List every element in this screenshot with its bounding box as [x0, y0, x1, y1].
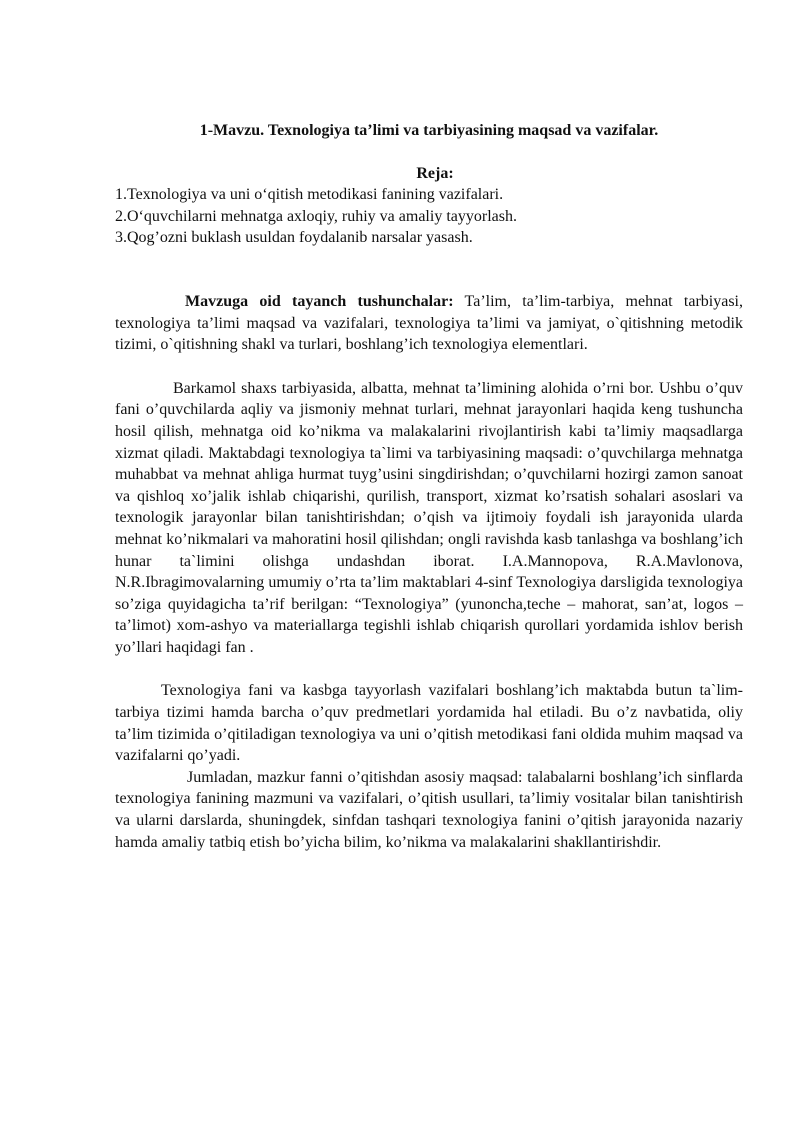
plan-item: 3.Qog’ozni buklash usuldan foydalanib narsalar yasash. [115, 229, 473, 247]
plan-item: 2.O‘quvchilarni mehnatga axloqiy, ruhiy va amaliy tayyorlash. [115, 207, 517, 225]
document-title: 1-Mavzu. Texnologiya ta’limi va tarbiyasining maqsad va vazifalar. [199, 122, 659, 139]
keywords-paragraph [115, 291, 743, 356]
body-paragraph: Barkamol shaxs tarbiyasida, albatta, mehnat ta’limining alohida o’rni bor. Ushbu o’quv fani o’quvchilarda aqliy va jismoniy mehnat turlari, mehnat jarayonlari haqida keng tushuncha hosil qilish, mehnatga oid ko’nikma va malakalarini rivojlantirish kabi ta’limiy maqsadlarga xizmat qiladi. Maktabdagi texnologiya ta`limi va tarbiyasining maqsadi: o’quvchilarga mehnatga muhabbat va mehnat ahliga hurmat tuyg’usini singdirishdan; o’quvchilarni hozirgi zamon sanoat va qishloq xo’jalik ishlab chiqarishi, qurilish, transport, xizmat ko’rsatish sohalari asoslari va texnologik jarayonlar bilan tanishtirishdan; o’qish va ijtimoiy foydali ish jarayonida ularda mehnat ko’nikmalari va mahoratini hosil qilishdan; ongli ravishda kasb tanlashga va boshlang’ich hunar ta`limini olishga undashdan iborat. I.A.Mannopova, R.A.Mavlonova, N.R.Ibragimovalarning umumiy o’rta ta’lim maktablari 4-sinf Texnologiya darsligida texnologiya so’ziga quyidagicha ta’rif berilgan: “Texnologiya” (yunoncha,teche – mahorat, san’at, logos –ta’limot) xom-ashyo va materiallarga tegishli ishlab chiqarish qurollari yordamida ishlov berish yo’llari haqidagi fan . [115, 379, 743, 656]
plan-item: 1.Texnologiya va uni o‘qitish metodikasi fanining vazifalari. [115, 186, 504, 204]
body-paragraph: Jumladan, mazkur fanni o’qitishdan asosiy maqsad: talabalarni boshlang’ich sinflarda texnologiya fanining mazmuni va vazifalari, o’qitish usullari, ta’limiy vositalar bilan tanishtirish va ularni darslarda, shuningdek, sinfdan tashqari texnologiya fanini o’qitish jarayonida nazariy hamda amaliy tatbiq etish bo’yicha bilim, ko’nikma va malakalarini shakllantirishdir. [115, 768, 743, 851]
plan-heading: Reja: [416, 164, 454, 182]
document-page [115, 116, 743, 853]
body-paragraph: Texnologiya fani va kasbga tayyorlash vazifalari boshlang’ich maktabda butun ta`lim-tarbiya tizimi hamda barcha o’quv predmetlari yordamida hal etiladi. Bu o’z navbatida, oliy ta’lim tizimida o’qitiladigan texnologiya va uni o’qitish metodikasi fani oldida muhim maqsad va vazifalarni qo’yadi. [115, 682, 743, 765]
keywords-text: Ta’lim, ta’lim-tarbiya, mehnat tarbiyasi, texnologiya ta’limi maqsad va vazifalari, texnologiya ta’limi va jamiyat, o`qitishning metodik tizimi, o`qitishning shakl va turlari, boshlang’ich texnologiya elementlari. [115, 292, 743, 354]
keywords-label: Mavzuga oid tayanch tushunchalar: [185, 292, 454, 310]
plan-list [115, 184, 743, 249]
